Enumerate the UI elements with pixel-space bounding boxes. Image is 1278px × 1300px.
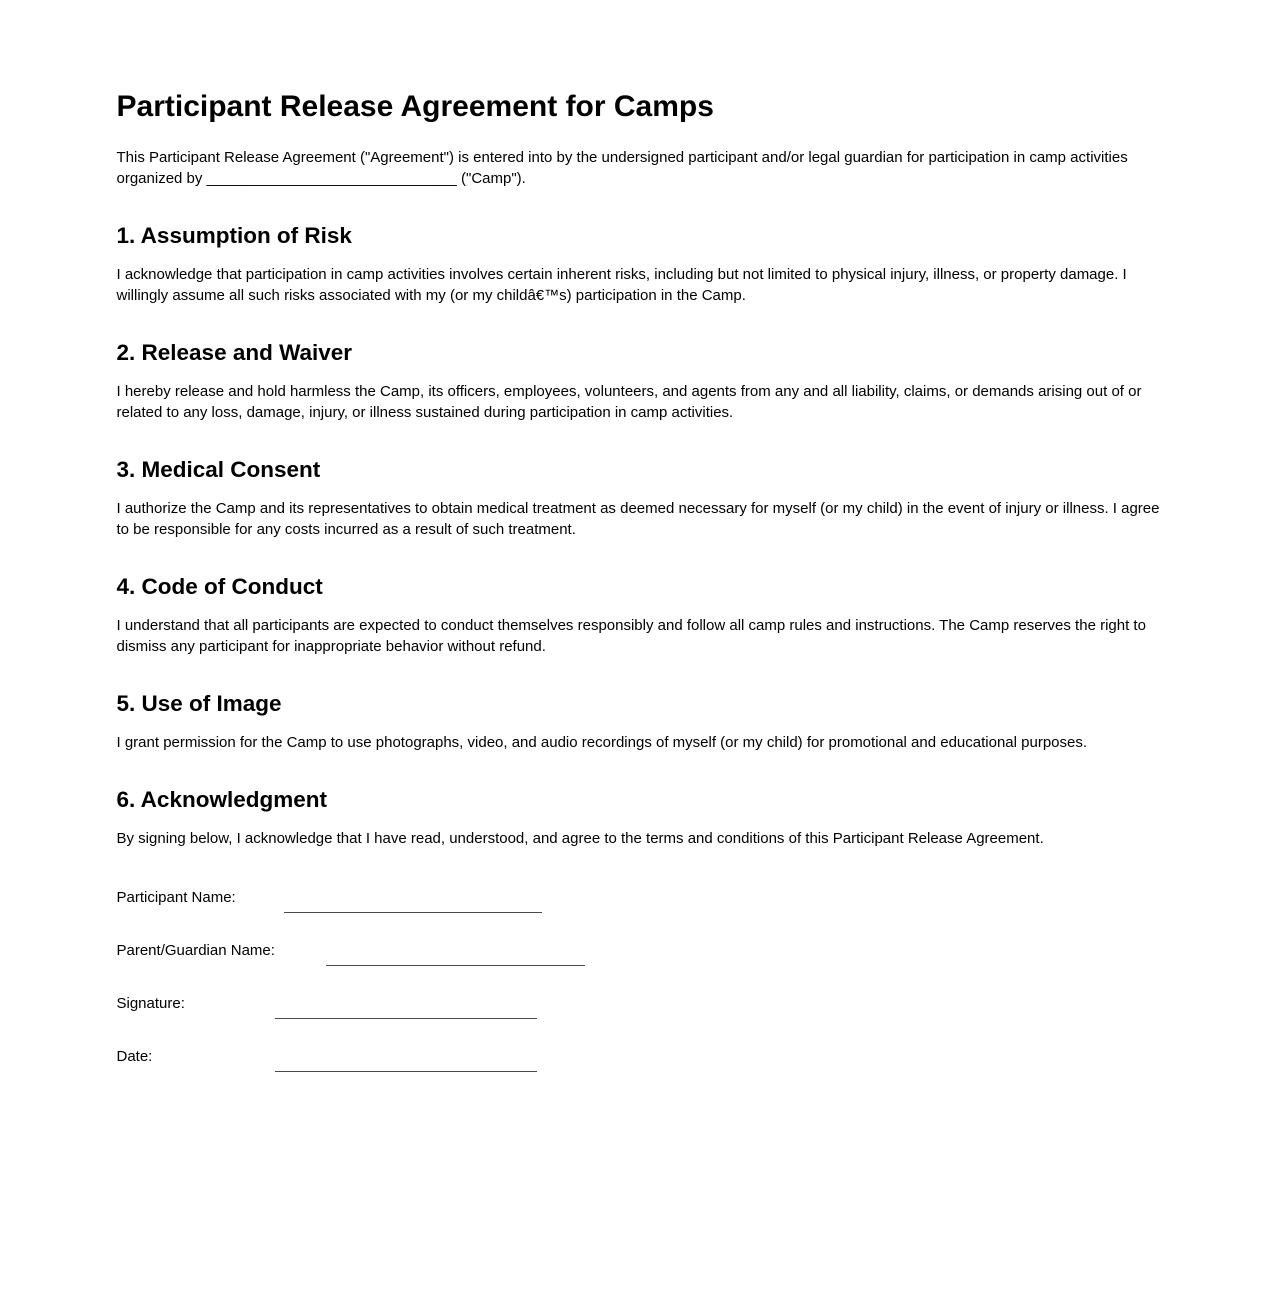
section-acknowledgment (117, 784, 1162, 849)
signature-row-date (117, 1046, 1162, 1072)
section-use-of-image (117, 688, 1162, 753)
document-title: Participant Release Agreement for Camps (116, 90, 714, 123)
intro-paragraph (117, 147, 1162, 189)
date-signature-line[interactable] (275, 1071, 537, 1072)
section-body-code-of-conduct: I understand that all participants are expected to conduct themselves responsibly and follow all camp rules and instructions. The Camp reserves the right to dismiss any participant for inappropriate behavior without refund. (116, 617, 1146, 655)
signature-label: Signature: (116, 995, 185, 1012)
date-label: Date: (116, 1048, 153, 1065)
section-code-of-conduct (117, 571, 1162, 657)
parent-guardian-name-label: Parent/Guardian Name: (116, 942, 275, 959)
section-heading-code-of-conduct: 4. Code of Conduct (116, 574, 323, 599)
section-heading-medical-consent: 3. Medical Consent (116, 457, 321, 482)
intro-text-after: ("Camp"). (456, 170, 526, 187)
signature-signature-line[interactable] (275, 1018, 537, 1019)
participant-name-label: Participant Name: (116, 889, 236, 906)
section-medical-consent (117, 454, 1162, 540)
signature-row-signature (117, 993, 1162, 1019)
signature-row-parent-guardian-name (117, 940, 1162, 966)
document-page (117, 0, 1162, 1072)
intro-text-before: This Participant Release Agreement ("Agreement") is entered into by the undersigned participant and/or legal guardian for participation in camp activities organized by (116, 149, 1128, 187)
section-body-acknowledgment: By signing below, I acknowledge that I have read, understood, and agree to the terms and conditions of this Participant Release Agreement. (116, 830, 1044, 847)
participant-name-signature-line[interactable] (284, 912, 542, 913)
signature-block (117, 887, 1162, 1072)
section-body-medical-consent: I authorize the Camp and its representatives to obtain medical treatment as deemed necessary for myself (or my child) in the event of injury or illness. I agree to be responsible for any costs incurred as a result of such treatment. (116, 500, 1160, 538)
section-body-release-and-waiver: I hereby release and hold harmless the Camp, its officers, employees, volunteers, and agents from any and all liability, claims, or demands arising out of or related to any loss, damage, injury, or illness sustained during participation in camp activities. (116, 383, 1142, 421)
section-body-assumption-of-risk: I acknowledge that participation in camp activities involves certain inherent risks, including but not limited to physical injury, illness, or property damage. I willingly assume all such risks associated with my (or my childâ€™s) participation in the Camp. (116, 266, 1127, 304)
signature-row-participant-name (117, 887, 1162, 913)
camp-name-blank[interactable]: ______________________________ (206, 170, 457, 187)
section-body-use-of-image: I grant permission for the Camp to use photographs, video, and audio recordings of myself (or my child) for promotional and educational purposes. (116, 734, 1088, 751)
section-release-and-waiver (117, 337, 1162, 423)
section-assumption-of-risk (117, 220, 1162, 306)
section-heading-use-of-image: 5. Use of Image (116, 691, 282, 716)
section-heading-acknowledgment: 6. Acknowledgment (116, 787, 327, 812)
section-heading-release-and-waiver: 2. Release and Waiver (116, 340, 353, 365)
section-heading-assumption-of-risk: 1. Assumption of Risk (116, 223, 352, 248)
parent-guardian-name-signature-line[interactable] (326, 965, 585, 966)
